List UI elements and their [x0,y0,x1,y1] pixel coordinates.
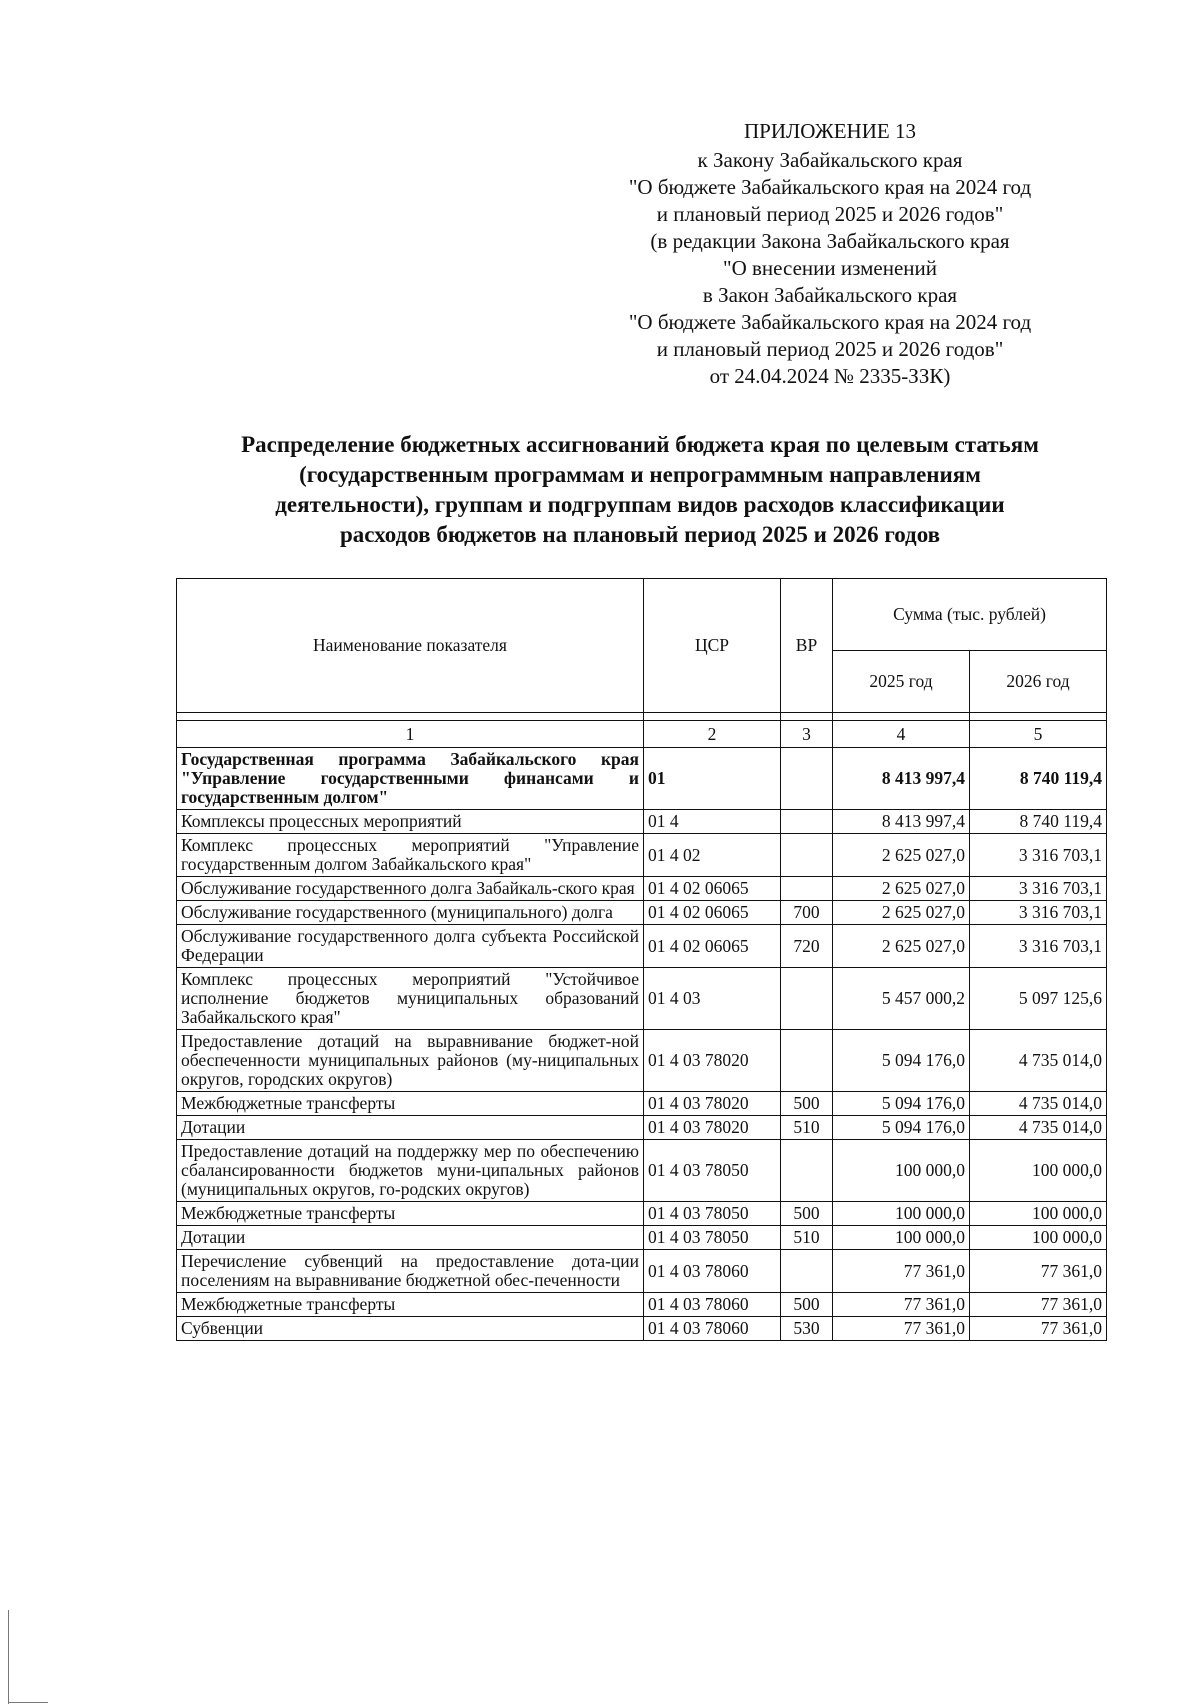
row-sum-2026: 3 316 703,1 [970,925,1107,968]
row-sum-2025: 8 413 997,4 [833,810,970,834]
row-sum-2025: 5 094 176,0 [833,1116,970,1140]
row-name: Обслуживание государственного долга субъекта Российской Федерации [177,925,644,968]
row-name: Межбюджетные трансферты [177,1092,644,1116]
row-sum-2026: 4 735 014,0 [970,1116,1107,1140]
column-number: 2 [644,721,781,748]
column-number: 1 [177,721,644,748]
row-sum-2025: 77 361,0 [833,1250,970,1293]
row-sum-2025: 100 000,0 [833,1202,970,1226]
row-csr: 01 4 03 78050 [644,1226,781,1250]
row-sum-2025: 100 000,0 [833,1140,970,1202]
row-csr: 01 4 03 78020 [644,1092,781,1116]
row-sum-2026: 3 316 703,1 [970,901,1107,925]
row-sum-2025: 100 000,0 [833,1226,970,1250]
column-number: 5 [970,721,1107,748]
row-csr: 01 4 03 78050 [644,1140,781,1202]
row-sum-2025: 8 413 997,4 [833,748,970,810]
table-row [177,1226,1107,1250]
row-csr: 01 4 02 06065 [644,877,781,901]
row-vr: 530 [781,1317,833,1341]
row-vr [781,877,833,901]
table-row [177,1250,1107,1293]
budget-table [176,578,1107,1341]
row-name: Межбюджетные трансферты [177,1293,644,1317]
row-vr: 500 [781,1293,833,1317]
appendix-header [560,118,1100,390]
table-row [177,877,1107,901]
row-sum-2025: 2 625 027,0 [833,834,970,877]
row-name: Государственная программа Забайкальского края "Управление государственными финансами и государственным долгом" [177,748,644,810]
row-csr: 01 4 03 78060 [644,1293,781,1317]
row-vr [781,1030,833,1092]
row-name: Предоставление дотаций на выравнивание бюджет-ной обеспеченности муниципальных районов (му-ниципальных округов, городских округов) [177,1030,644,1092]
row-name: Обслуживание государственного долга Забайкаль-ского края [177,877,644,901]
row-sum-2026: 8 740 119,4 [970,810,1107,834]
header-csr: ЦСР [644,579,781,713]
row-sum-2025: 5 094 176,0 [833,1092,970,1116]
row-sum-2026: 77 361,0 [970,1250,1107,1293]
appendix-line: от 24.04.2024 № 2335-ЗЗК) [709,364,951,388]
table-row [177,925,1107,968]
table-row [177,968,1107,1030]
table-row [177,1317,1107,1341]
table-row [177,810,1107,834]
row-sum-2026: 100 000,0 [970,1226,1107,1250]
row-sum-2026: 3 316 703,1 [970,834,1107,877]
title-line: расходов бюджетов на плановый период 2025 и 2026 годов [339,522,941,547]
document-title [140,430,1140,550]
column-number: 4 [833,721,970,748]
table-row [177,748,1107,810]
row-sum-2025: 77 361,0 [833,1293,970,1317]
table-row [177,901,1107,925]
appendix-line: "О бюджете Забайкальского края на 2024 год [628,175,1032,199]
appendix-number: ПРИЛОЖЕНИЕ 13 [744,119,916,143]
row-csr: 01 4 03 [644,968,781,1030]
row-name: Межбюджетные трансферты [177,1202,644,1226]
row-vr [781,968,833,1030]
row-sum-2026: 4 735 014,0 [970,1030,1107,1092]
appendix-line: "О внесении изменений [723,256,937,280]
row-sum-2025: 77 361,0 [833,1317,970,1341]
appendix-line: "О бюджете Забайкальского края на 2024 год [628,310,1032,334]
row-vr [781,1250,833,1293]
table-row [177,1030,1107,1092]
row-sum-2026: 4 735 014,0 [970,1092,1107,1116]
row-csr: 01 4 02 06065 [644,925,781,968]
column-number: 3 [781,721,833,748]
row-name: Субвенции [177,1317,644,1341]
row-name: Дотации [177,1226,644,1250]
row-sum-2025: 2 625 027,0 [833,925,970,968]
row-csr: 01 4 02 [644,834,781,877]
row-sum-2026: 100 000,0 [970,1202,1107,1226]
row-csr: 01 4 03 78060 [644,1250,781,1293]
row-sum-2025: 5 457 000,2 [833,968,970,1030]
appendix-line: и плановый период 2025 и 2026 годов" [656,337,1004,361]
table-row [177,1202,1107,1226]
row-vr [781,834,833,877]
header-2026: 2026 год [970,651,1107,713]
appendix-line: к Закону Забайкальского края [697,148,963,172]
row-vr: 510 [781,1226,833,1250]
appendix-line: (в редакции Закона Забайкальского края [650,229,1010,253]
row-vr: 700 [781,901,833,925]
table-row [177,1140,1107,1202]
row-sum-2025: 2 625 027,0 [833,877,970,901]
table-row [177,834,1107,877]
row-name: Предоставление дотаций на поддержку мер по обеспечению сбалансированности бюджетов муни-ципальных районов (муниципальных округов, го-родских округов) [177,1140,644,1202]
row-csr: 01 4 03 78050 [644,1202,781,1226]
scan-edge-line-bottom [8,1702,48,1703]
row-csr: 01 4 03 78020 [644,1030,781,1092]
appendix-line: и плановый период 2025 и 2026 годов" [656,202,1004,226]
row-name: Комплексы процессных мероприятий [177,810,644,834]
title-line: (государственным программам и непрограммным направлениям [299,462,981,487]
row-sum-2026: 77 361,0 [970,1293,1107,1317]
table-row [177,1116,1107,1140]
row-vr [781,1140,833,1202]
scan-edge-line-left [8,1610,9,1704]
table-row [177,1293,1107,1317]
row-sum-2026: 77 361,0 [970,1317,1107,1341]
header-name: Наименование показателя [177,579,644,713]
row-csr: 01 4 02 06065 [644,901,781,925]
row-csr: 01 4 03 78020 [644,1116,781,1140]
row-vr [781,748,833,810]
title-line: Распределение бюджетных ассигнований бюджета края по целевым статьям [241,432,1039,457]
header-vr: ВР [781,579,833,713]
row-vr: 500 [781,1092,833,1116]
row-csr: 01 4 03 78060 [644,1317,781,1341]
row-csr: 01 4 [644,810,781,834]
row-vr: 510 [781,1116,833,1140]
row-name: Комплекс процессных мероприятий "Устойчивое исполнение бюджетов муниципальных образований Забайкальского края" [177,968,644,1030]
row-sum-2026: 100 000,0 [970,1140,1107,1202]
row-sum-2026: 3 316 703,1 [970,877,1107,901]
row-sum-2026: 5 097 125,6 [970,968,1107,1030]
header-2025: 2025 год [833,651,970,713]
row-vr [781,810,833,834]
row-name: Перечисление субвенций на предоставление дота-ции поселениям на выравнивание бюджетной обес-печенности [177,1250,644,1293]
row-csr: 01 [644,748,781,810]
column-numbers-row [177,721,1107,748]
appendix-line: в Закон Забайкальского края [702,283,958,307]
row-vr: 720 [781,925,833,968]
header-gap [177,713,1107,721]
title-line: деятельности), группам и подгруппам видов расходов классификации [275,492,1005,517]
table-row [177,1092,1107,1116]
header-sum: Сумма (тыс. рублей) [833,579,1107,651]
row-name: Дотации [177,1116,644,1140]
row-sum-2025: 2 625 027,0 [833,901,970,925]
row-name: Комплекс процессных мероприятий "Управление государственным долгом Забайкальского края" [177,834,644,877]
row-sum-2026: 8 740 119,4 [970,748,1107,810]
row-name: Обслуживание государственного (муниципального) долга [177,901,644,925]
row-sum-2025: 5 094 176,0 [833,1030,970,1092]
row-vr: 500 [781,1202,833,1226]
